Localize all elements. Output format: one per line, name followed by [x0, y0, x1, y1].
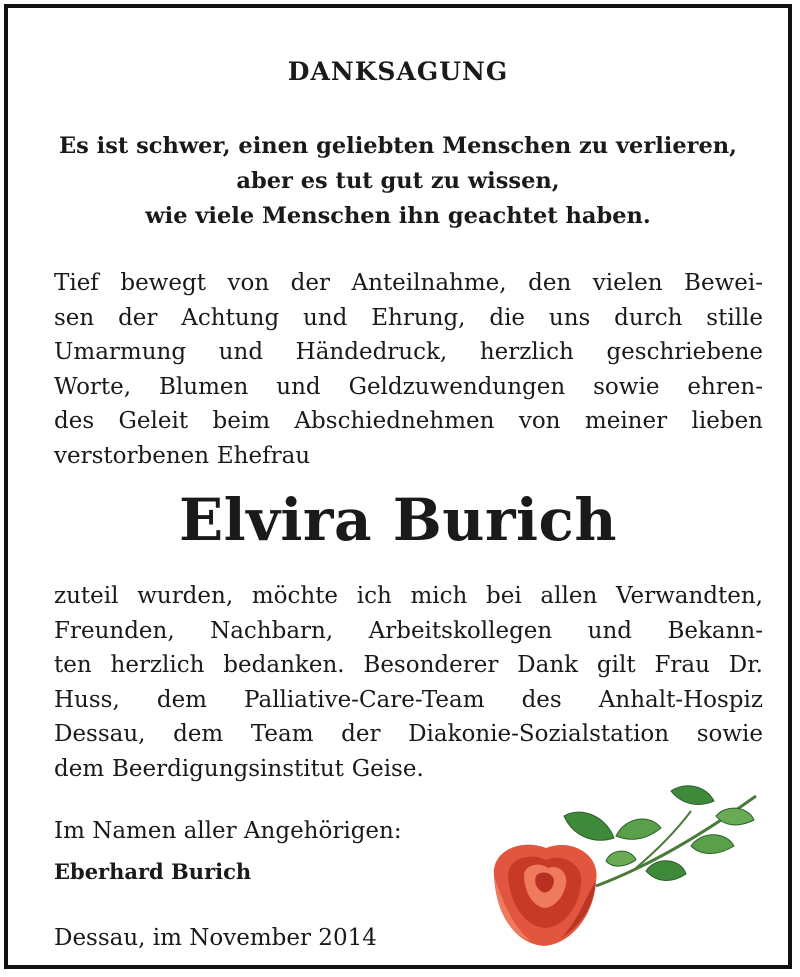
- motto-line: aber es tut gut zu wissen,: [236, 168, 560, 194]
- deceased-name: Elvira Burich: [178, 486, 618, 554]
- paragraph-line: Huss, dem Palliative-Care-Team des Anhalt-Hospiz: [54, 686, 763, 713]
- red-rose-icon: [486, 776, 776, 966]
- paragraph-line: dem Beerdigungsinstitut Geise.: [54, 755, 424, 782]
- closing-line: Im Namen aller Angehörigen:: [54, 818, 402, 844]
- paragraph-line: Tief bewegt von der Anteilnahme, den vielen Bewei-: [54, 270, 763, 296]
- signer-name: Eberhard Burich: [54, 859, 252, 884]
- notice-frame: [4, 4, 792, 969]
- motto-line: Es ist schwer, einen geliebten Menschen zu verlieren,: [59, 133, 737, 159]
- notice-title: DANKSAGUNG: [287, 57, 509, 86]
- motto: [8, 129, 788, 234]
- thanks-paragraph-intro: [54, 266, 763, 474]
- paragraph-line: Dessau, dem Team der Diakonie-Sozialstation sowie: [54, 721, 763, 748]
- thanks-paragraph-main: [54, 579, 763, 787]
- paragraph-line: des Geleit beim Abschiednehmen von meiner lieben: [54, 408, 763, 435]
- place-date: Dessau, im November 2014: [54, 925, 377, 951]
- paragraph-line: Worte, Blumen und Geldzuwendungen sowie ehren-: [54, 373, 763, 400]
- paragraph-line: sen der Achtung und Ehrung, die uns durch stille: [54, 304, 763, 331]
- paragraph-line: zuteil wurden, möchte ich mich bei allen Verwandten,: [54, 583, 763, 609]
- paragraph-line: ten herzlich bedanken. Besonderer Dank gilt Frau Dr.: [54, 652, 763, 679]
- motto-line: wie viele Menschen ihn geachtet haben.: [145, 203, 651, 229]
- paragraph-line: Umarmung und Händedruck, herzlich geschriebene: [54, 339, 763, 366]
- paragraph-line: Freunden, Nachbarn, Arbeitskollegen und Bekann-: [54, 617, 763, 644]
- paragraph-line: verstorbenen Ehefrau: [54, 442, 311, 469]
